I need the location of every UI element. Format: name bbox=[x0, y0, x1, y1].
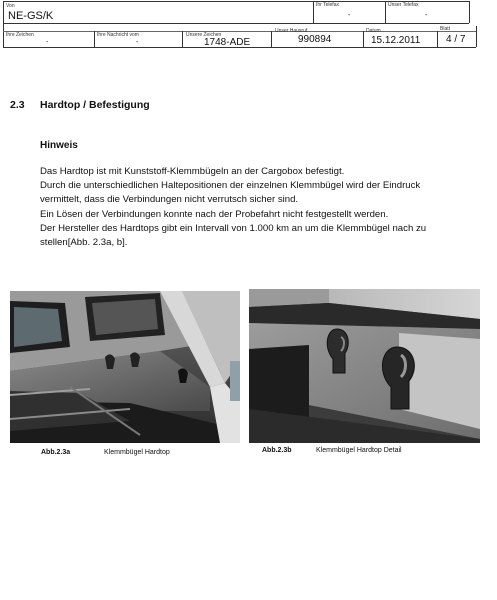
header-divider bbox=[385, 1, 386, 23]
von-value: NE-GS/K bbox=[8, 10, 54, 22]
ihre-zeichen-label: Ihre Zeichen bbox=[6, 32, 34, 38]
section-number: 2.3 bbox=[10, 99, 25, 111]
header-right-border bbox=[476, 26, 477, 47]
section-title: Hardtop / Befestigung bbox=[40, 99, 150, 111]
hausruf-value: 990894 bbox=[298, 34, 332, 45]
note-body bbox=[40, 165, 485, 250]
note-line: Durch die unterschiedlichen Haltepositionen der einzelnen Klemmbügel wird der Eindruck bbox=[40, 180, 421, 192]
datum-value: 15.12.2011 bbox=[371, 35, 421, 46]
header-divider bbox=[437, 31, 438, 47]
note-heading: Hinweis bbox=[40, 140, 78, 151]
header-row1-border bbox=[3, 23, 469, 24]
note-line: Ein Lösen der Verbindungen konnte nach der Probefahrt nicht festgestellt werden. bbox=[40, 208, 389, 220]
note-line: Das Hardtop ist mit Kunststoff-Klemmbügeln an der Cargobox befestigt. bbox=[40, 166, 345, 177]
blatt-label: Blatt bbox=[440, 26, 451, 32]
ihr-telefax-label: Ihr Telefax bbox=[316, 2, 339, 8]
nachricht-value: - bbox=[136, 39, 139, 46]
note-line: Der Hersteller des Hardtops gibt ein Intervall von 1.000 km an um die Klemmbügel nach zu bbox=[40, 222, 427, 234]
unser-telefax-value: - bbox=[425, 12, 428, 19]
note-line: vermittelt, dass die Verbindungen nicht verrutsch sicher sind. bbox=[40, 194, 299, 206]
unsere-zeichen-label: Unsere Zeichen bbox=[186, 32, 222, 38]
header-divider bbox=[182, 31, 183, 47]
hardtop-photo bbox=[10, 291, 240, 443]
header-right-border bbox=[469, 1, 470, 23]
figure-b-id: Abb.2.3b bbox=[262, 447, 292, 454]
figure-a-id: Abb.2.3a bbox=[41, 449, 71, 456]
unser-telefax-label: Unser Telefax bbox=[388, 2, 419, 8]
ihre-zeichen-value: - bbox=[46, 39, 49, 46]
nachricht-label: Ihre Nachricht vom bbox=[97, 32, 139, 38]
note-line: stellen[Abb. 2.3a, b]. bbox=[40, 237, 128, 249]
hardtop-detail-photo bbox=[249, 289, 480, 443]
datum-label: Datum bbox=[366, 28, 381, 34]
figure-b-caption: Klemmbügel Hardtop Detail bbox=[316, 447, 402, 454]
unsere-zeichen-value: 1748-ADE bbox=[204, 37, 251, 48]
blatt-value: 4 / 7 bbox=[446, 34, 466, 45]
hausruf-label: Unser Hausruf bbox=[275, 28, 308, 34]
header-divider bbox=[94, 31, 95, 47]
ihr-telefax-value: - bbox=[348, 12, 351, 19]
von-label: Von bbox=[6, 3, 15, 9]
header-divider bbox=[271, 31, 272, 47]
header-divider bbox=[313, 1, 314, 23]
figure-a-caption: Klemmbügel Hardtop bbox=[104, 449, 170, 456]
header-left-border bbox=[3, 1, 4, 47]
header-divider bbox=[363, 31, 364, 47]
